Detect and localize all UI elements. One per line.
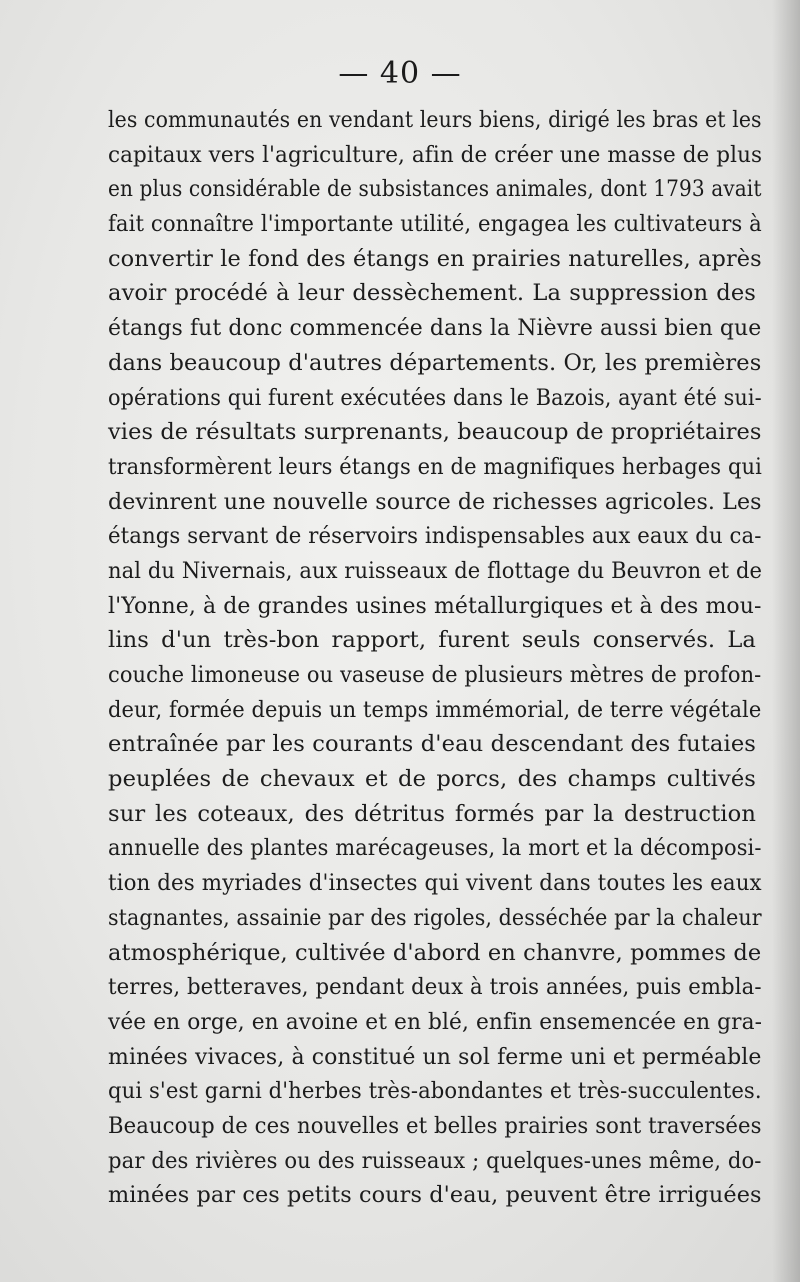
text-line: par des rivières ou des ruisseaux ; quelques-unes même, do-: [108, 1147, 762, 1174]
text-line: opérations qui furent exécutées dans le Bazois, ayant été sui-: [108, 384, 762, 411]
text-line: devinrent une nouvelle source de richesses agricoles. Les: [108, 488, 762, 515]
text-line: stagnantes, assainie par des rigoles, desséchée par la chaleur: [108, 904, 762, 931]
text-line: les communautés en vendant leurs biens, dirigé les bras et les: [108, 107, 762, 133]
text-line: lins d'un très-bon rapport, furent seuls conservés. La: [108, 627, 756, 654]
text-line: couche limoneuse ou vaseuse de plusieurs mètres de profon-: [108, 662, 762, 688]
text-line: convertir le fond des étangs en prairies naturelles, après: [108, 245, 762, 272]
text-line: atmosphérique, cultivée d'abord en chanvre, pommes de: [108, 939, 762, 966]
text-line: nal du Nivernais, aux ruisseaux de flottage du Beuvron et de: [108, 557, 763, 584]
text-line: annuelle des plantes marécageuses, la mort et la décomposi-: [108, 835, 762, 862]
text-line: dans beaucoup d'autres départements. Or, les premières: [108, 349, 762, 376]
text-line: terres, betteraves, pendant deux à trois années, puis embla-: [108, 974, 762, 1001]
text-line: deur, formée depuis un temps immémorial, de terre végétale: [108, 696, 762, 723]
text-line: minées vivaces, à constitué un sol ferme uni et perméable: [108, 1043, 762, 1070]
page-edge-shadow: [772, 0, 800, 1282]
text-line: fait connaître l'importante utilité, engagea les cultivateurs à: [108, 211, 762, 238]
text-line: tion des myriades d'insectes qui vivent dans toutes les eaux: [108, 870, 762, 897]
page-number: — 40 —: [338, 56, 462, 91]
text-line: l'Yonne, à de grandes usines métallurgiques et à des mou-: [108, 592, 762, 619]
text-line: transformèrent leurs étangs en de magnifiques herbages qui: [108, 453, 762, 480]
text-line: vée en orge, en avoine et en blé, enfin ensemencée en gra-: [108, 1008, 763, 1035]
text-line: sur les coteaux, des détritus formés par la destruction: [108, 800, 756, 827]
text-line: qui s'est garni d'herbes très-abondantes et très-succulentes.: [108, 1078, 762, 1105]
text-line: capitaux vers l'agriculture, afin de créer une masse de plus: [108, 141, 763, 168]
text-line: en plus considérable de subsistances animales, dont 1793 avait: [108, 176, 762, 203]
text-line: étangs servant de réservoirs indispensables aux eaux du ca-: [108, 523, 762, 550]
text-line: Beaucoup de ces nouvelles et belles prairies sont traversées: [108, 1112, 762, 1139]
text-line: étangs fut donc commencée dans la Nièvre aussi bien que: [108, 315, 762, 342]
text-line: peuplées de chevaux et de porcs, des champs cultivés: [108, 766, 756, 793]
text-line: minées par ces petits cours d'eau, peuvent être irriguées: [108, 1182, 762, 1209]
body-text: [108, 103, 763, 1213]
text-line: vies de résultats surprenants, beaucoup de propriétaires: [108, 419, 762, 446]
text-line: entraînée par les courants d'eau descendant des futaies: [108, 731, 756, 758]
text-line: avoir procédé à leur dessèchement. La suppression des: [108, 280, 756, 307]
